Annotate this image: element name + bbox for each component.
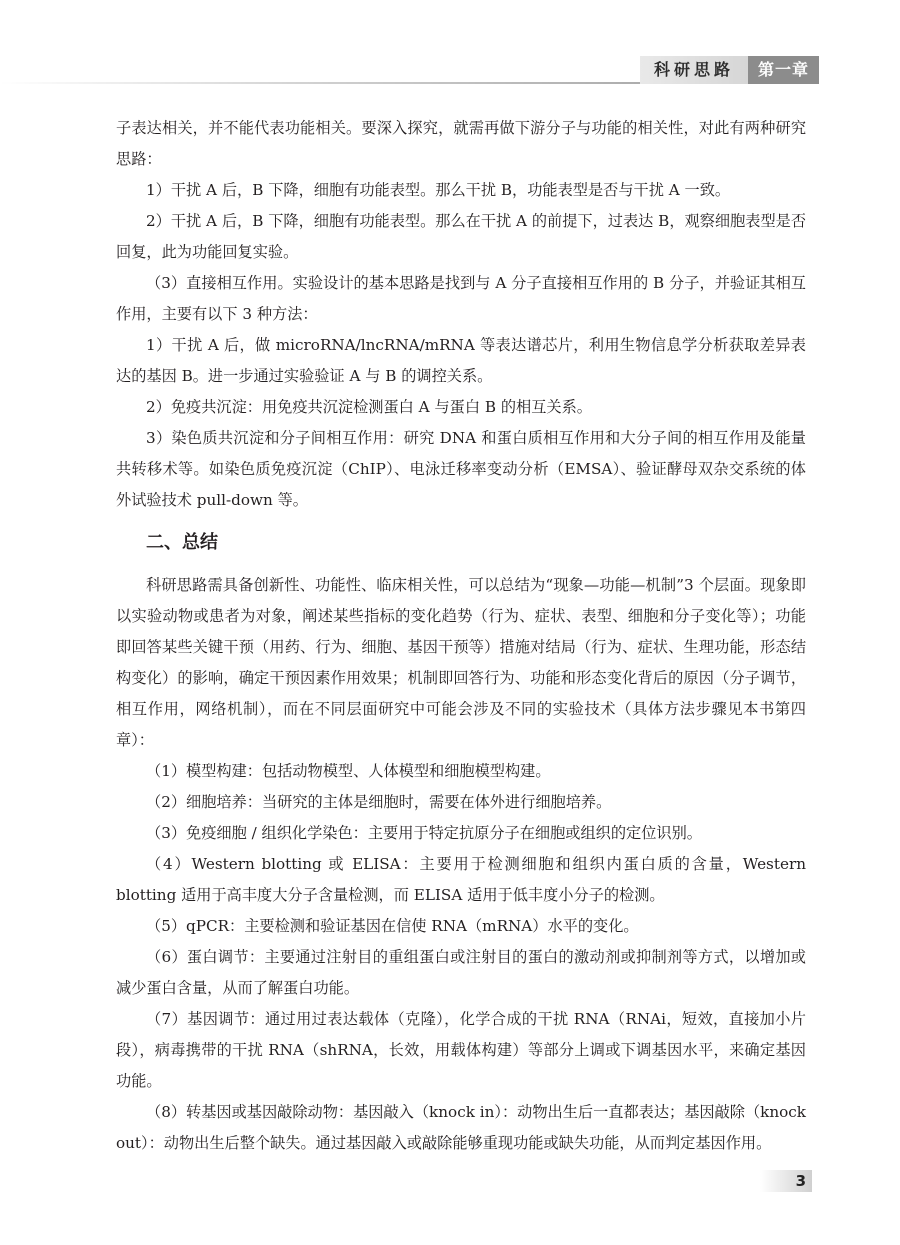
paragraph: 3）染色质共沉淀和分子间相互作用：研究 DNA 和蛋白质相互作用和大分子间的相互作用及能量共转移术等。如染色质免疫沉淀（ChIP）、电泳迁移率变动分析（EMSA）、验证酵母双杂交系统的体外试验技术 pull-down 等。 [116,429,806,509]
paragraph: （4）Western blotting 或 ELISA：主要用于检测细胞和组织内蛋白质的含量，Western blotting 适用于高丰度大分子含量检测，而 ELISA 适用于低丰度小分子的检测。 [116,855,806,904]
paragraph: 2）免疫共沉淀：用免疫共沉淀检测蛋白 A 与蛋白 B 的相互关系。 [146,398,592,416]
paragraph: 1）干扰 A 后，B 下降，细胞有功能表型。那么干扰 B，功能表型是否与干扰 A 一致。 [146,181,731,199]
paragraph: 1）干扰 A 后，做 microRNA/lncRNA/mRNA 等表达谱芯片，利用生物信息学分析获取差异表达的基因 B。进一步通过实验验证 A 与 B 的调控关系。 [116,336,806,385]
paragraph: 子表达相关，并不能代表功能相关。要深入探究，就需再做下游分子与功能的相关性，对此有两种研究思路： [116,119,806,168]
paragraph-group-after [116,570,806,1159]
paragraph: 2）干扰 A 后，B 下降，细胞有功能表型。那么在干扰 A 的前提下，过表达 B，观察细胞表型是否回复，此为功能回复实验。 [116,212,807,261]
running-header [640,56,819,84]
paragraph: （7）基因调节：通过用过表达载体（克隆），化学合成的干扰 RNA（RNAi，短效，直接加小片段），病毒携带的干扰 RNA（shRNA，长效，用载体构建）等部分上调或下调基因水平，来确定基因功能。 [116,1010,806,1090]
paragraph: （8）转基因或基因敲除动物：基因敲入（knock in）：动物出生后一直都表达；基因敲除（knock out）：动物出生后整个缺失。通过基因敲入或敲除能够重现功能或缺失功能，从而判定基因作用。 [116,1103,806,1152]
page-number: 3 [795,1172,806,1190]
page-number-band [760,1170,812,1192]
paragraph: （6）蛋白调节：主要通过注射目的重组蛋白或注射目的蛋白的激动剂或抑制剂等方式，以增加或减少蛋白含量，从而了解蛋白功能。 [116,948,806,997]
running-header-title: 科研思路 [640,56,748,84]
section-heading: 二、总结 [146,532,218,553]
page-body [116,113,806,1159]
paragraph: （3）免疫细胞 / 组织化学染色：主要用于特定抗原分子在细胞或组织的定位识别。 [146,824,702,842]
running-header-chapter: 第一章 [748,56,819,84]
paragraph: 科研思路需具备创新性、功能性、临床相关性，可以总结为“现象—功能—机制”3 个层面。现象即以实验动物或患者为对象，阐述某些指标的变化趋势（行为、症状、表型、细胞和分子变化等）；功能即回答某些关键干预（用药、行为、细胞、基因干预等）措施对结局（行为、症状、生理功能，形态结构变化）的影响，确定干预因素作用效果；机制即回答行为、功能和形态变化背后的原因（分子调节，相互作用，网络机制），而在不同层面研究中可能会涉及不同的实验技术（具体方法步骤见本书第四章）： [116,576,806,749]
paragraph: （5）qPCR：主要检测和验证基因在信使 RNA（mRNA）水平的变化。 [146,917,639,935]
paragraph: （1）模型构建：包括动物模型、人体模型和细胞模型构建。 [146,762,551,780]
paragraph: （3）直接相互作用。实验设计的基本思路是找到与 A 分子直接相互作用的 B 分子，并验证其相互作用，主要有以下 3 种方法： [116,274,806,323]
paragraph: （2）细胞培养：当研究的主体是细胞时，需要在体外进行细胞培养。 [146,793,612,811]
paragraph-group-before [116,113,806,516]
